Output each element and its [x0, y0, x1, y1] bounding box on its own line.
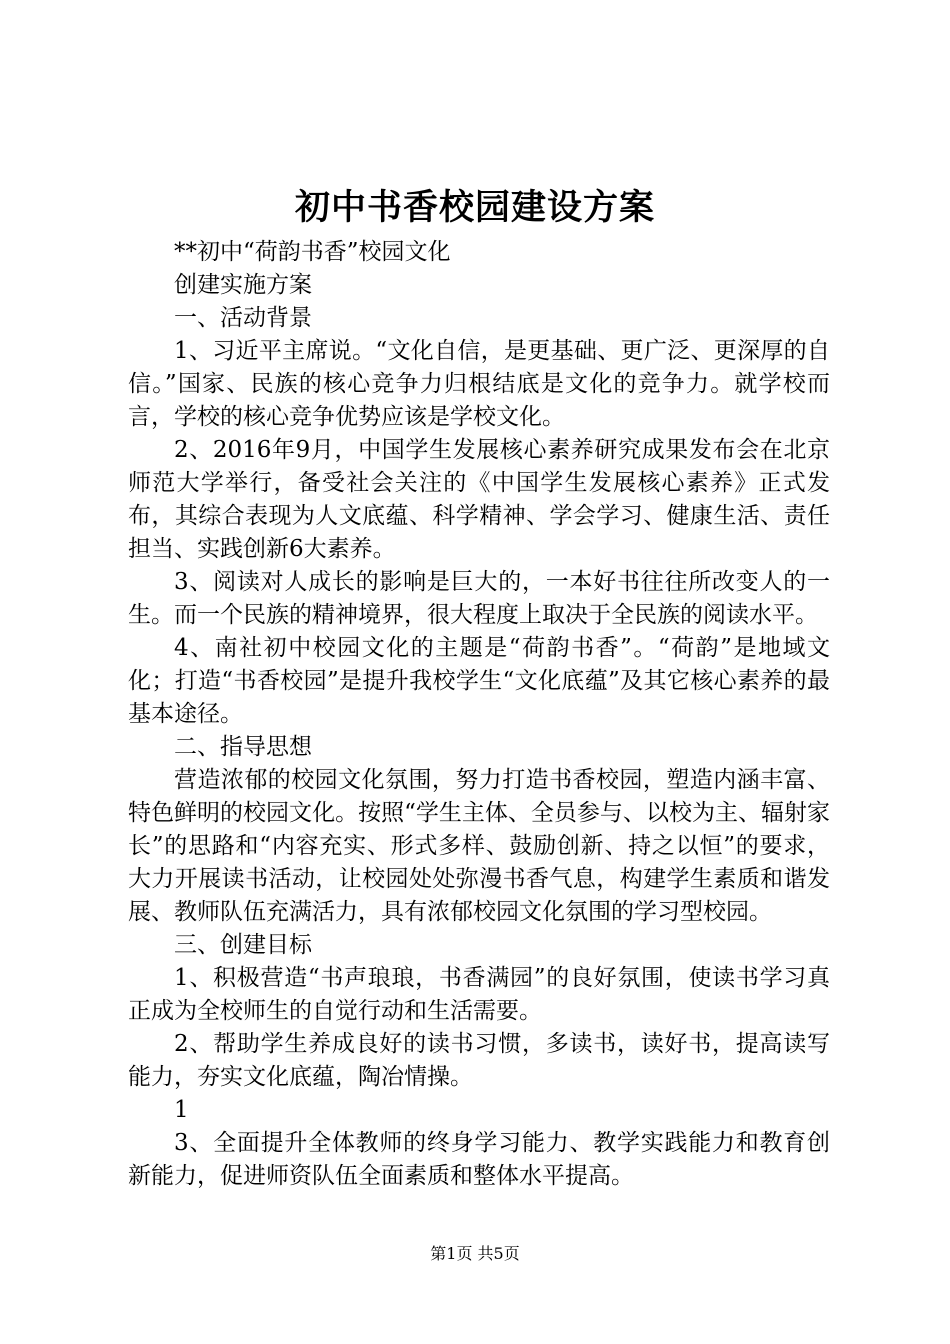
- paragraph: 4、南社初中校园文化的主题是“荷韵书香”。“荷韵”是地域文化；打造“书香校园”是提升我校学生“文化底蕴”及其它核心素养的最基本途径。: [128, 635, 830, 727]
- section-heading: 三、创建目标: [174, 932, 312, 958]
- paragraph: 营造浓郁的校园文化氛围，努力打造书香校园，塑造内涵丰富、特色鲜明的校园文化。按照“学生主体、全员参与、以校为主、辐射家长”的思路和“内容充实、形式多样、鼓励创新、持之以恒”的要求，大力开展读书活动，让校园处处弥漫书香气息，构建学生素质和谐发展、教师队伍充满活力，具有浓郁校园文化氛围的学习型校园。: [128, 767, 830, 925]
- page-number-inline: 1: [174, 1097, 189, 1123]
- paragraph: 3、全面提升全体教师的终身学习能力、教学实践能力和教育创新能力，促进师资队伍全面素质和整体水平提高。: [128, 1130, 830, 1189]
- paragraph: 1、习近平主席说。“文化自信，是更基础、更广泛、更深厚的自信。”国家、民族的核心竞争力归根结底是文化的竞争力。就学校而言，学校的核心竞争优势应该是学校文化。: [128, 338, 830, 430]
- section-heading: 一、活动背景: [174, 305, 312, 331]
- paragraph: 创建实施方案: [174, 272, 312, 298]
- document-body: [128, 236, 830, 1193]
- page-footer: 第1页 共5页: [430, 1244, 520, 1263]
- paragraph: 2、帮助学生养成良好的读书习惯，多读书，读好书，提高读写能力，夯实文化底蕴，陶冶情操。: [128, 1031, 830, 1090]
- paragraph: 2、2016年9月，中国学生发展核心素养研究成果发布会在北京师范大学举行，备受社会关注的《中国学生发展核心素养》正式发布，其综合表现为人文底蕴、科学精神、学会学习、健康生活、责任担当、实践创新6大素养。: [128, 437, 830, 562]
- paragraph: **初中“荷韵书香”校园文化: [174, 239, 451, 265]
- paragraph: 1、积极营造“书声琅琅，书香满园”的良好氛围，使读书学习真正成为全校师生的自觉行动和生活需要。: [128, 965, 830, 1024]
- document-title: 初中书香校园建设方案: [294, 187, 655, 228]
- paragraph: 3、阅读对人成长的影响是巨大的，一本好书往往所改变人的一生。而一个民族的精神境界，很大程度上取决于全民族的阅读水平。: [128, 569, 830, 628]
- section-heading: 二、指导思想: [174, 734, 312, 760]
